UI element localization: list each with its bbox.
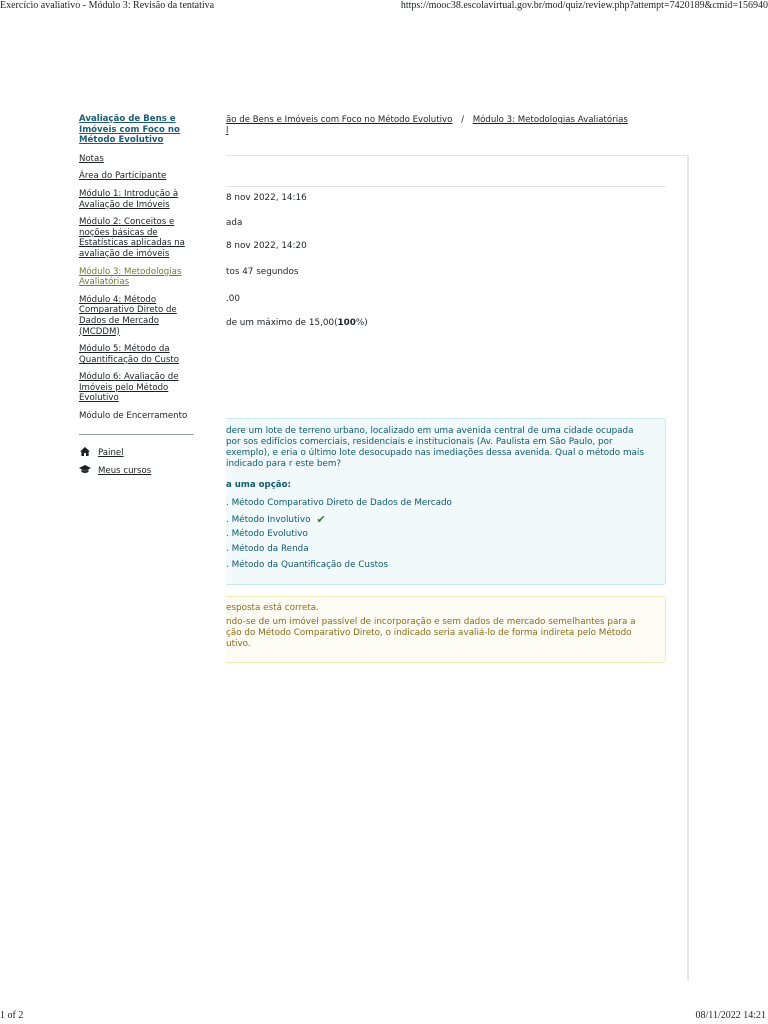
- home-icon: [79, 447, 91, 460]
- nav-painel[interactable]: [79, 447, 194, 460]
- sidebar-item-area-participante[interactable]: Área do Participante: [79, 171, 167, 182]
- feedback-status: esposta está correta.: [226, 603, 319, 613]
- answer-option-label: . Método Involutivo: [226, 514, 311, 525]
- answer-option[interactable]: [226, 498, 452, 508]
- print-title: Exercício avaliativo - Módulo 3: Revisão da tentativa: [0, 0, 215, 11]
- summary-divider: [226, 186, 666, 187]
- sidebar-item-modulo-2[interactable]: Módulo 2: Conceitos e noções básicas de Estatísticas aplicadas na avaliação de imóveis: [79, 217, 185, 259]
- grade-suffix: %): [355, 318, 368, 328]
- summary-marks: .00: [226, 294, 240, 304]
- answer-option[interactable]: [226, 544, 309, 554]
- summary-time-taken: tos 47 segundos: [226, 267, 299, 277]
- sidebar-item-modulo-6[interactable]: Módulo 6: Avaliação de Imóveis pelo Método Evolutivo: [79, 372, 179, 404]
- panel-edge: [687, 155, 688, 980]
- sidebar-item-encerramento[interactable]: Módulo de Encerramento: [79, 411, 188, 422]
- print-footer: [0, 1010, 768, 1024]
- print-datetime: 08/11/2022 14:21: [695, 1010, 766, 1021]
- answer-option[interactable]: [226, 560, 388, 570]
- summary-grade: [226, 318, 368, 328]
- breadcrumb-module[interactable]: Módulo 3: Metodologias Avaliatórias: [472, 115, 628, 125]
- sidebar-item-modulo-3[interactable]: Módulo 3: Metodologias Avaliatórias: [79, 266, 182, 288]
- question-prompt: a uma opção:: [226, 480, 291, 490]
- graduation-cap-icon: [79, 465, 91, 478]
- answer-option-label: . Método da Quantificação de Custos: [226, 560, 388, 570]
- grade-percent: 100: [337, 318, 356, 328]
- breadcrumb-course[interactable]: ão de Bens e Imóveis com Foco no Método Evolutivo: [226, 115, 453, 125]
- sidebar-item-modulo-1[interactable]: Módulo 1: Introdução à Avaliação de Imóveis: [79, 188, 179, 210]
- sidebar-item-modulo-5[interactable]: Módulo 5: Método da Quantificação do Custo: [79, 344, 180, 365]
- sidebar-item-modulo-4[interactable]: Módulo 4: Método Comparativo Direto de Dados de Mercado (MCDDM): [79, 294, 177, 337]
- nav-meus-cursos-link[interactable]: Meus cursos: [98, 466, 152, 477]
- print-url: https://mooc38.escolavirtual.gov.br/mod/quiz/review.php?attempt=7420189&cmid=156940: [400, 0, 768, 11]
- print-page-number: 1 of 2: [0, 1010, 24, 1021]
- course-sidebar: [79, 114, 194, 484]
- nav-painel-link[interactable]: Painel: [98, 447, 124, 458]
- answer-option-correct[interactable]: [226, 513, 326, 526]
- answer-option-label: . Método Evolutivo: [226, 529, 308, 539]
- answer-option[interactable]: [226, 529, 308, 539]
- sidebar-course-title[interactable]: Avaliação de Bens e Imóveis com Foco no Método Evolutivo: [79, 114, 180, 146]
- sidebar-item-notas[interactable]: Notas: [79, 153, 104, 164]
- answer-option-label: . Método Comparativo Direto de Dados de Mercado: [226, 498, 452, 508]
- print-header: [0, 0, 768, 14]
- summary-state: ada: [226, 218, 243, 228]
- feedback-text: ndo-se de um imóvel passível de incorporação e sem dados de mercado semelhantes para a ção do Método Comparativo Direto, o indicado seria avaliá-lo de forma indireta pelo Método utivo.: [226, 617, 636, 649]
- nav-meus-cursos[interactable]: [79, 465, 194, 478]
- grade-prefix: de um máximo de 15,00(: [226, 318, 338, 328]
- question-text: dere um lote de terreno urbano, localizado em uma avenida central de uma cidade ocupada por sos edifícios comerciais, residenciais e institucionais (Av. Paulista em São Paulo, por exemplo), e eria o último lote desocupado nas imediações dessa avenida. Qual o método mais indicado para r este bem?: [226, 426, 644, 469]
- summary-completed: 8 nov 2022, 14:20: [226, 241, 307, 251]
- answer-option-label: . Método da Renda: [226, 544, 309, 554]
- breadcrumb: [226, 114, 628, 126]
- check-icon: ✔: [316, 513, 326, 526]
- breadcrumb-separator: /: [461, 115, 464, 125]
- summary-started: 8 nov 2022, 14:16: [226, 193, 307, 203]
- breadcrumb-quiz[interactable]: l: [226, 126, 229, 136]
- sidebar-divider: [79, 434, 194, 435]
